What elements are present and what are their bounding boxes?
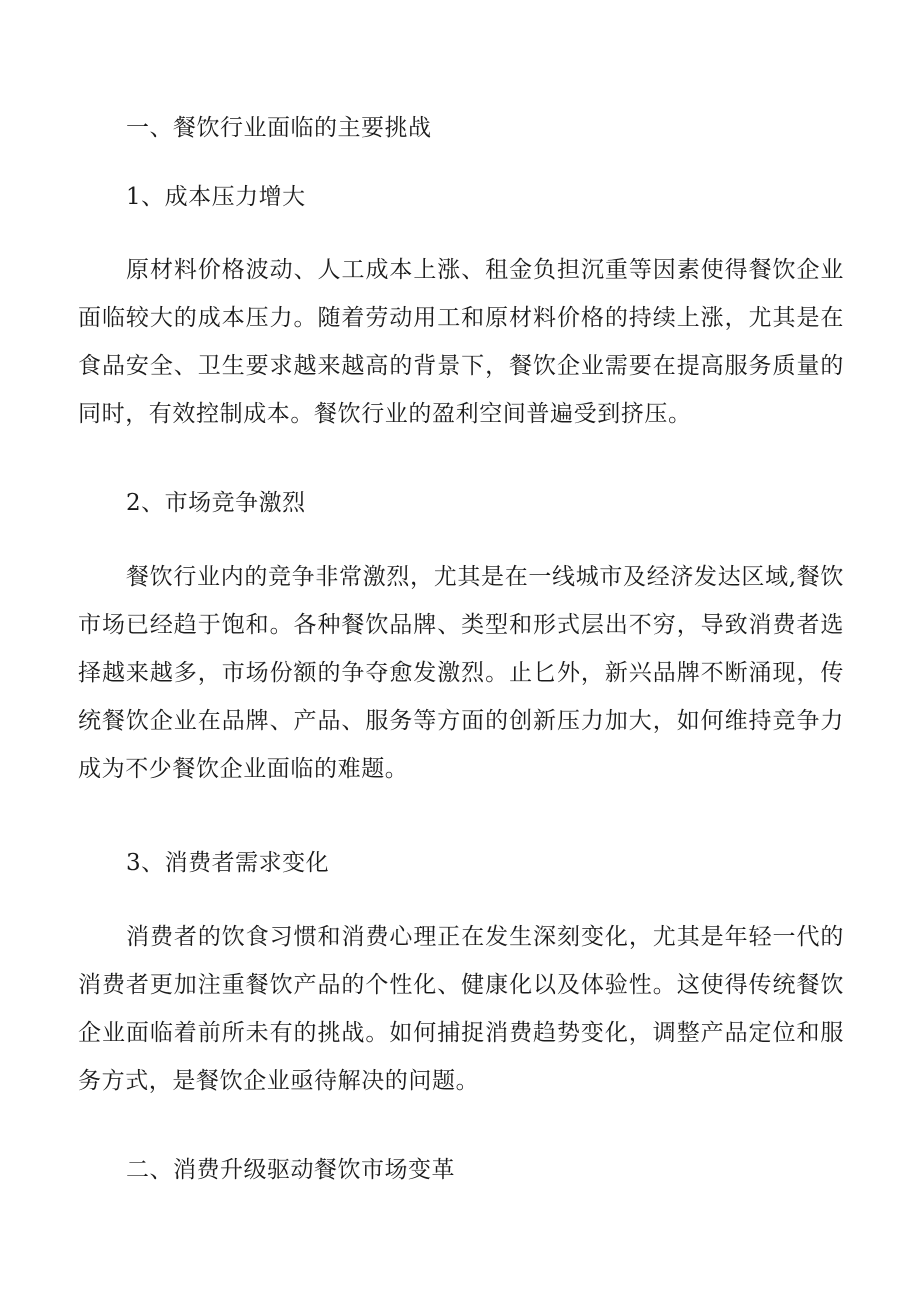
subsection-1-heading: 1、成本压力增大 <box>126 184 306 210</box>
subsection-3-paragraph: 消费者的饮食习惯和消费心理正在发生深刻变化，尤其是年轻一代的消费者更加注重餐饮产品的个性化、健康化以及体验性。这使得传统餐饮企业面临着前所未有的挑战。如何捕捉消费趋势变化，调整产品定位和服务方式，是餐饮企业亟待解决的问题。 <box>78 924 844 1094</box>
section-2-title: 二、消费升级驱动餐饮市场变革 <box>126 1157 455 1183</box>
section-1-title: 一、餐饮行业面临的主要挑战 <box>126 115 432 141</box>
subsection-1-paragraph: 原材料价格波动、人工成本上涨、租金负担沉重等因素使得餐饮企业面临较大的成本压力。随着劳动用工和原材料价格的持续上涨，尤其是在食品安全、卫生要求越来越高的背景下，餐饮企业需要在提高服务质量的同时，有效控制成本。餐饮行业的盈利空间普遍受到挤压。 <box>78 257 844 427</box>
subsection-2-paragraph: 餐饮行业内的竞争非常激烈，尤其是在一线城市及经济发达区域,餐饮市场已经趋于饱和。各种餐饮品牌、类型和形式层出不穷，导致消费者选择越来越多，市场份额的争夺愈发激烈。止匕外，新兴品牌不断涌现，传统餐饮企业在品牌、产品、服务等方面的创新压力加大，如何维持竞争力成为不少餐饮企业面临的难题。 <box>78 564 844 782</box>
subsection-2-heading: 2、市场竞争激烈 <box>126 490 306 516</box>
subsection-3-heading: 3、消费者需求变化 <box>126 850 330 876</box>
